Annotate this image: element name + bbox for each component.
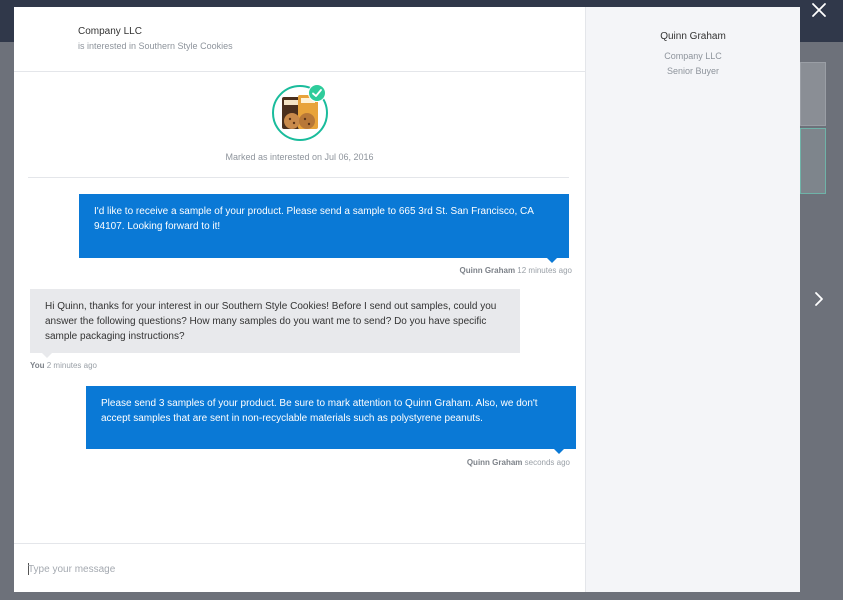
background-card-selected <box>800 128 826 194</box>
message-input[interactable] <box>28 560 548 578</box>
message-author: You <box>30 361 45 370</box>
chat-header <box>14 7 585 72</box>
check-icon <box>309 85 325 101</box>
message-bubble-incoming <box>30 289 520 353</box>
message-meta <box>467 458 570 467</box>
message-time: 2 minutes ago <box>46 361 98 370</box>
conversation-modal <box>14 7 800 592</box>
bubble-tail <box>554 449 564 454</box>
message-author: Quinn Graham <box>459 266 516 275</box>
contact-name: Quinn Graham <box>660 31 726 42</box>
message-meta <box>30 361 97 370</box>
message-bubble-outgoing <box>79 194 569 258</box>
check-badge <box>308 84 326 102</box>
chat-panel <box>14 7 586 592</box>
message-time: seconds ago <box>524 458 570 467</box>
bubble-tail <box>42 353 52 358</box>
message-meta <box>460 266 573 275</box>
background-card <box>800 62 826 126</box>
message-bubble-outgoing <box>86 386 576 449</box>
message-text: I'd like to receive a sample of your product. Please send a sample to 665 3rd St. San Francisco, CA 94107. Looking forward to it! <box>94 206 534 232</box>
chevron-right-icon <box>810 289 830 309</box>
marked-interested-text: Marked as interested on Jul 06, 2016 <box>225 152 374 162</box>
contact-sidebar <box>586 7 800 592</box>
message-text: Please send 3 samples of your product. Be sure to mark attention to Quinn Graham. Also, we don't accept samples that are sent in non-recyclable materials such as polystyrene peanuts. <box>101 398 538 424</box>
bubble-tail <box>547 258 557 263</box>
message-author: Quinn Graham <box>466 458 523 467</box>
company-name: Company LLC <box>78 26 142 37</box>
close-icon <box>809 0 829 20</box>
next-conversation-button[interactable] <box>810 289 830 309</box>
interest-line: is interested in Southern Style Cookies <box>78 41 233 51</box>
contact-company: Company LLC <box>664 51 722 61</box>
close-button[interactable] <box>809 0 829 20</box>
message-composer <box>14 543 585 593</box>
contact-title: Senior Buyer <box>666 66 720 76</box>
divider <box>28 177 569 178</box>
message-time: 12 minutes ago <box>517 266 572 275</box>
message-text: Hi Quinn, thanks for your interest in our Southern Style Cookies! Before I send out samples, could you answer the following questions? How many samples do you want me to send? Do you have specific sample packaging instructions? <box>45 301 497 342</box>
